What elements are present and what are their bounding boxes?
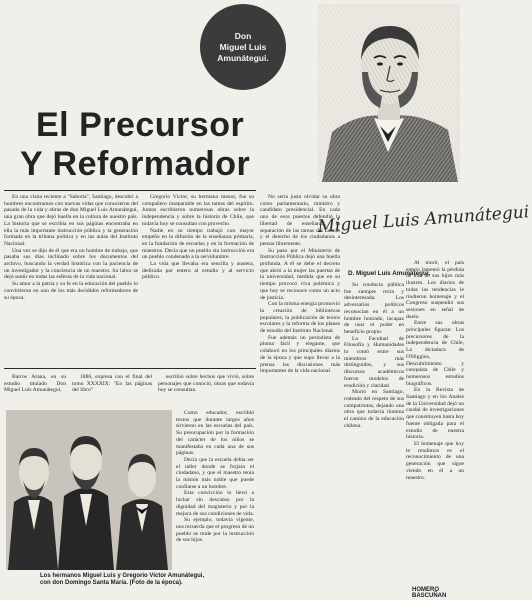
paragraph: Su amor a la patria y su fe en la educación del pueblo lo convirtieron en uno de los más decididos reformadores de su época. [4,281,138,301]
paragraph: Al morir, el país entero lamentó la pérdida de uno de sus hijos más ilustres. Los diarios de todas las tendencias le rindieron homenaje y el Congreso suspendió sus sesiones en señal de duelo. [406,260,464,320]
paragraph: En la Revista de Santiago y en los Anales de la Universidad dejó un caudal de investigaciones que constituyen hasta hoy fuente obligada para el estudio de nuestra historia. [406,387,464,441]
paragraph: Su paso por el Ministerio de Instrucción Pública dejó una huella profunda. A él se debe el decreto que abrió a la mujer las puertas de la universidad, medida que en su tiempo provocó viva polémica y que hoy se reconoce como un acto de justicia. [260,247,340,301]
headline-line-1: El Precursor [36,106,245,144]
paragraph: Decía que la escuela debía ser el taller donde se forjara el ciudadano, y que el maestro tenía la misión más noble que puede confiarse a un hombre. [176,456,254,490]
portrait-engraving [318,4,460,182]
paragraph: No sería justo olvidar su obra como parlamentario, ministro y candidato presidencial. En cada uno de esos puestos defendió la libertad de enseñanza, la separación de las tareas del Estado y el derecho de los ciudadanos a pensar libremente. [260,194,340,247]
article-column-4 [344,282,404,582]
paragraph: Gregorio Víctor, su hermano menor, fue su compañero inseparable en las tareas del espíritu. Juntos escribieron numerosas obras sobre la independencia y sobre la historia de Chile, que todavía hoy se consultan con provecho. [142,194,254,227]
portrait-caption: D. Miguel Luis Amunátegui. [348,270,431,277]
group-photo-illustration [6,410,172,570]
byline-badge [200,4,286,90]
article-column-under-right [158,374,254,408]
paragraph: escribió sobre hechos que vivió, sobre personajes que conoció, obras que todavía hoy se consultan. [158,374,254,394]
paragraph: Entre sus obras principales figuran: Los precursores de la independencia de Chile, La dictadura de O'Higgins, Descubrimiento y conquista de Chile y numerosos estudios biográficos. [406,320,464,387]
article-column-3 [260,194,340,584]
paragraph: Esta convicción lo llevó a luchar sin descanso por la dignidad del magisterio y por la mejora de sus condiciones de vida. [176,490,254,517]
paragraph: La Facultad de Filosofía y Humanidades lo contó entre sus miembros más distinguidos, y sus discursos académicos fueron modelos de erudición y claridad. [344,335,404,389]
article-column-6 [176,410,254,584]
author-byline: HOMERO BASCUÑAN [412,587,447,599]
article-column-2 [142,194,254,366]
paragraph: Como educador, escribió textos que durante largos años sirvieron en las escuelas del país. Su preocupación por la formación del carácter de los niños se manifestaba en cada una de sus páginas. [176,410,254,457]
paragraph: La vida que llevaba era sencilla y austera, dedicada por entero al estudio y al servicio público. [142,261,254,281]
paragraph: Su conducta pública fue siempre recta y desinteresada. Los adversarios políticos reconocían en él a un hombre honrado, incapaz de usar el poder en beneficio propio. [344,282,404,335]
group-photograph [6,410,172,570]
article-column-1 [4,194,138,366]
paragraph: 1886, expresa con el final del tomo XXXXIX: "En las páginas del libro" [72,374,152,394]
paragraph: Con la misma energía promovió la creación de bibliotecas populares, la publicación de textos escolares y la reforma de los planes de estudio del Instituto Nacional. [260,301,340,335]
rule-top [4,190,256,191]
photo-caption: Los hermanos Miguel Luis y Gregorio Víctor Amunátegui, con don Domingo Santa María. (Foto de la época). [40,573,205,587]
rule-lead [4,368,256,369]
paragraph: Fue además un periodista de pluma fácil y elegante, que colaboró en los principales diarios de la época y que supo llevar a la prensa las discusiones más importantes de la vida nacional. [260,334,340,375]
paragraph: Nadie en su tiempo trabajó con mayor empeño en la difusión de la enseñanza primaria, en la fundación de escuelas y en la formación de maestros. Decía que un pueblo sin instrucción era un pueblo condenado a la servidumbre. [142,227,254,261]
headline-line-2: Y Reformador [20,145,251,183]
paragraph: Su ejemplo, todavía vigente, nos recuerda que el progreso de un pueblo se mide por la instrucción de sus hijos. [176,517,254,544]
article-column-5 [406,260,464,584]
article-column-under-middle [72,374,152,408]
byline-first: Miguel Luis [219,41,267,52]
paragraph: Barros Arana, en su estudio titulado Don Miguel Luis Amunátegui, [4,374,66,394]
paragraph: Murió en Santiago, rodeado del respeto de sus compatriotas, dejando una obra que todavía ilumina el camino de la educación chilena. [344,389,404,429]
paragraph: En una visita reciente a "Sabotia", Santiago, descubrí a hombres encontramos con nuevas vidas que conocieron del pasado de la vida y obras de don Miguel Luis Amunátegui, una gran obra que dejó huella en la cultura de nuestro país. La historia que se escribía en sus páginas encontraba en ella la más importante instrucción pública y la generación formada en la tribuna política y en las aulas del Instituto Nacional. [4,194,138,247]
byline-last: Amunátegui. [217,52,269,63]
paragraph: El homenaje que hoy le rendimos es el reconocimiento de una generación que sigue viendo en él a un maestro. [406,440,464,481]
byline-prefix: Don [234,30,252,41]
paragraph: Una vez se dijo de él que era un hombre de trabajo, que pasaba sus días inclinado sobre los documentos del archivo, buscando la verdad histórica con la paciencia de un investigador y la conciencia de un maestro. Su labor se dejó sentir en todas las esferas de la vida nacional. [4,247,138,281]
article-column-under-left [4,374,66,408]
portrait-illustration [318,4,460,182]
handwritten-signature: Miguel Luis Amunátegui [316,202,530,237]
